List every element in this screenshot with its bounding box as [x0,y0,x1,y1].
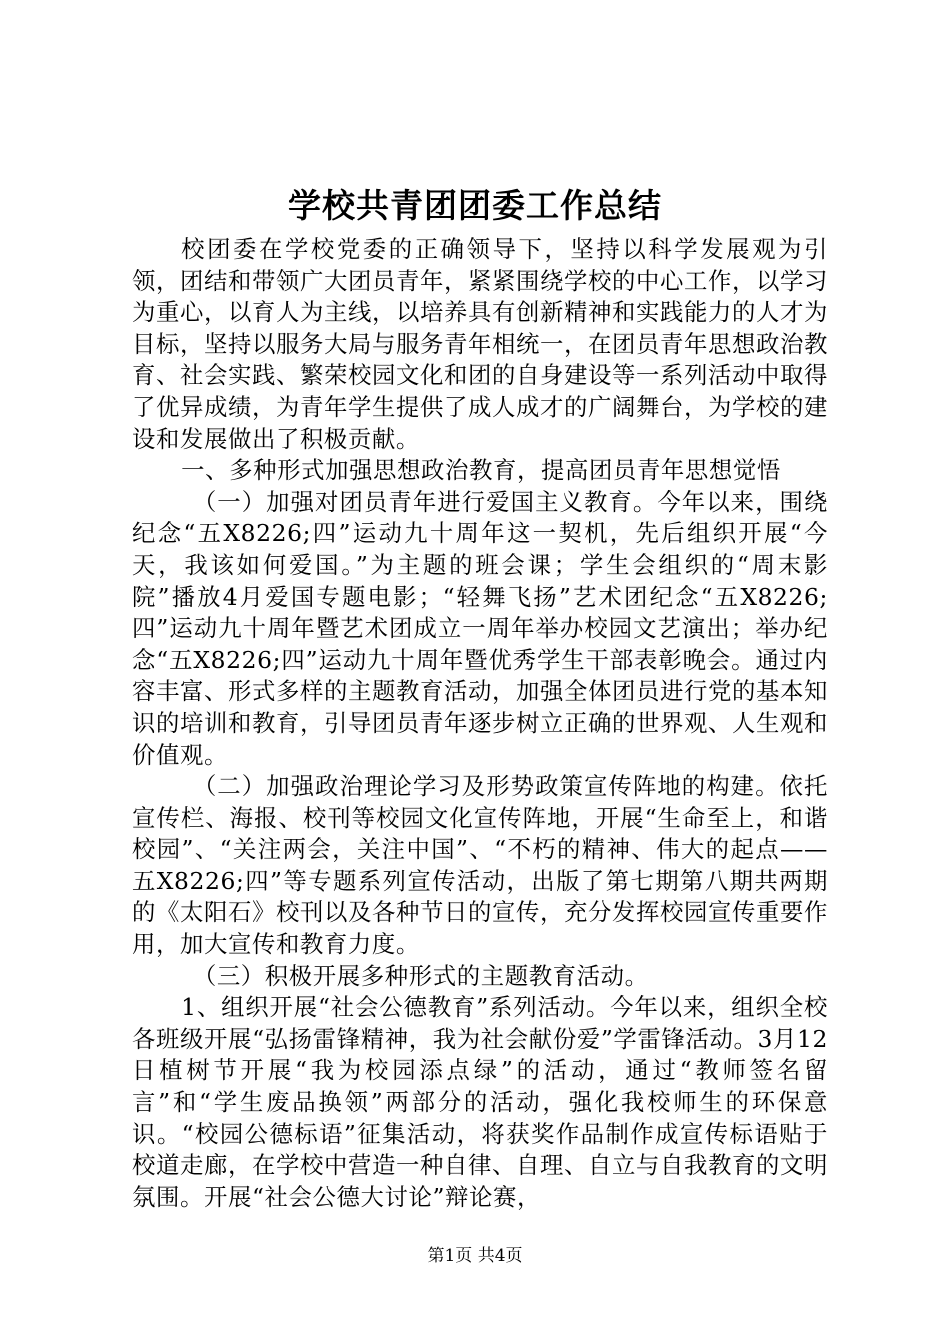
paragraph-theme-activities: （三）积极开展多种形式的主题教育活动。 [192,961,649,990]
paragraph-political-theory: （二）加强政治理论学习及形势政策宣传阵地的构建。依托宣传栏、海报、校刊等校园文化宣传阵地，开展“生命至上，和谐校园”、“关注两会，关注中国”、“不朽的精神、伟大的起点——五X8226;四”等专题系列宣传活动，出版了第七期第八期共两期的《太阳石》校刊以及各种节日的宣传，充分发挥校园宣传重要作用，加大宣传和教育力度。 [132,772,828,959]
document-body [132,234,828,1213]
paragraph-patriotic-education: （一）加强对团员青年进行爱国主义教育。今年以来，围绕纪念“五X8226;四”运动九十周年这一契机，先后组织开展“今天，我该如何爱国。”为主题的班会课；学生会组织的“周末影院”播放4月爱国专题电影；“轻舞飞扬”艺术团纪念“五X8226;四”运动九十周年暨艺术团成立一周年举办校园文艺演出；举办纪念“五X8226;四”运动九十周年暨优秀学生干部表彰晚会。通过内容丰富、形式多样的主题教育活动，加强全体团员进行党的基本知识的培训和教育，引导团员青年逐步树立正确的世界观、人生观和价值观。 [132,487,828,769]
page-number: 第1页 共4页 [427,1246,523,1266]
paragraph-social-morality: 1、组织开展“社会公德教育”系列活动。今年以来，组织全校各班级开展“弘扬雷锋精神，我为社会献份爱”学雷锋活动。3月12日植树节开展“我为校园添点绿”的活动，通过“教师签名留言”和“学生废品换领”两部分的活动，强化我校师生的环保意识。“校园公德标语”征集活动，将获奖作品制作成宣传标语贴于校道走廊，在学校中营造一种自律、自理、自立与自我教育的文明氛围。开展“社会公德大讨论”辩论赛， [132,993,828,1211]
heading-section-1: 一、多种形式加强思想政治教育，提高团员青年思想觉悟 [181,456,781,485]
paragraph-intro: 校团委在学校党委的正确领导下，坚持以科学发展观为引领，团结和带领广大团员青年，紧紧围绕学校的中心工作，以学习为重心，以育人为主线，以培养具有创新精神和实践能力的人才为目标，坚持以服务大局与服务青年相统一，在团员青年思想政治教育、社会实践、繁荣校园文化和团的自身建设等一系列活动中取得了优异成绩，为青年学生提供了成人成才的广阔舞台，为学校的建设和发展做出了积极贡献。 [132,235,828,453]
document-title: 学校共青团团委工作总结 [288,186,662,225]
